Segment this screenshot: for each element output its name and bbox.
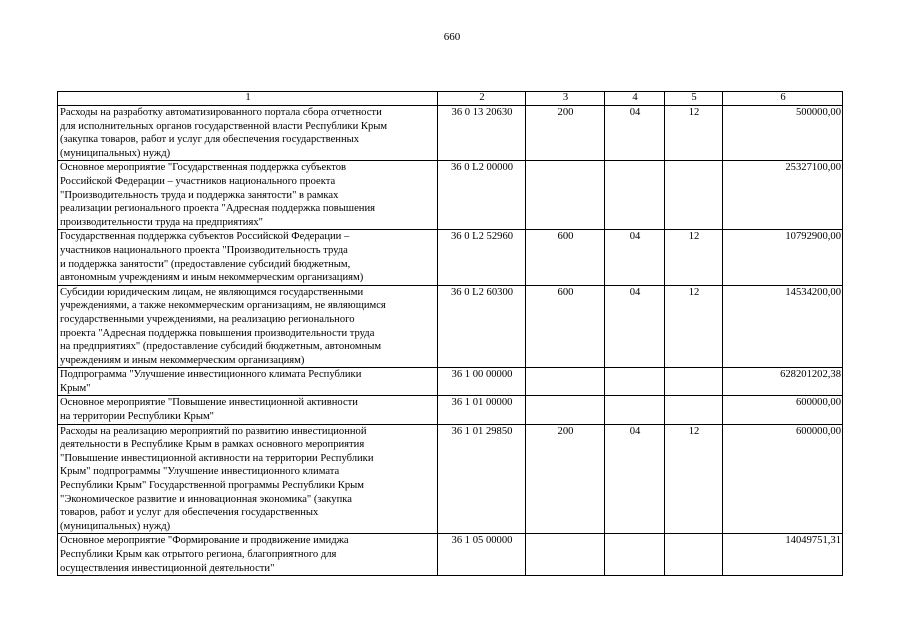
column-header-4: 4	[605, 92, 665, 106]
column-number-row	[58, 92, 843, 106]
row-target-code: 36 0 L2 00000	[438, 161, 526, 230]
budget-table	[57, 91, 843, 576]
table-row	[58, 424, 843, 534]
row-section	[605, 161, 665, 230]
row-target-code: 36 1 01 29850	[438, 424, 526, 534]
row-expense-type	[526, 534, 605, 576]
row-section: 04	[605, 230, 665, 285]
row-section: 04	[605, 424, 665, 534]
row-expense-type	[526, 368, 605, 396]
row-description: Подпрограмма "Улучшение инвестиционного климата Республики Крым"	[58, 368, 438, 396]
row-amount: 14049751,31	[723, 534, 843, 576]
row-description: Государственная поддержка субъектов Российской Федерации – участников национального проекта "Производительность труда и поддержка занятости" (предоставление субсидий бюджетным, автономным учреждениям и иным некоммерческим организациям)	[58, 230, 438, 285]
row-target-code: 36 0 13 20630	[438, 106, 526, 161]
row-expense-type	[526, 396, 605, 424]
table-row	[58, 534, 843, 576]
row-expense-type: 600	[526, 230, 605, 285]
table-row	[58, 285, 843, 368]
row-expense-type: 200	[526, 106, 605, 161]
row-section	[605, 534, 665, 576]
row-subsection: 12	[665, 424, 723, 534]
row-description: Основное мероприятие "Государственная поддержка субъектов Российской Федерации – участников национального проекта "Производительность труда и поддержка занятости" в рамках реализации регионального проекта "Адресная поддержка повышения производительности труда на предприятиях"	[58, 161, 438, 230]
row-section: 04	[605, 106, 665, 161]
column-header-5: 5	[665, 92, 723, 106]
row-target-code: 36 1 05 00000	[438, 534, 526, 576]
table-row	[58, 230, 843, 285]
row-amount: 600000,00	[723, 396, 843, 424]
table-row	[58, 396, 843, 424]
row-target-code: 36 0 L2 60300	[438, 285, 526, 368]
column-header-2: 2	[438, 92, 526, 106]
row-description: Основное мероприятие "Формирование и продвижение имиджа Республики Крым как отрытого региона, благоприятного для осуществления инвестиционной деятельности"	[58, 534, 438, 576]
row-expense-type: 600	[526, 285, 605, 368]
row-amount: 10792900,00	[723, 230, 843, 285]
row-target-code: 36 1 00 00000	[438, 368, 526, 396]
row-subsection	[665, 396, 723, 424]
row-description: Основное мероприятие "Повышение инвестиционной активности на территории Республики Крым"	[58, 396, 438, 424]
table-row	[58, 161, 843, 230]
row-amount: 500000,00	[723, 106, 843, 161]
column-header-3: 3	[526, 92, 605, 106]
row-section: 04	[605, 285, 665, 368]
row-subsection: 12	[665, 106, 723, 161]
row-target-code: 36 0 L2 52960	[438, 230, 526, 285]
row-amount: 14534200,00	[723, 285, 843, 368]
row-amount: 600000,00	[723, 424, 843, 534]
row-section	[605, 396, 665, 424]
row-description: Расходы на разработку автоматизированного портала сбора отчетности для исполнительных органов государственной власти Республики Крым (закупка товаров, работ и услуг для обеспечения государственных (муниципальных) нужд)	[58, 106, 438, 161]
table-row	[58, 106, 843, 161]
row-description: Субсидии юридическим лицам, не являющимся государственными учреждениями, а также некоммерческим организациям, не являющимся государственными учреждениями, на реализацию регионального проекта "Адресная поддержка повышения производительности труда на предприятиях" (предоставление субсидий бюджетным, автономным учреждениям и иным некоммерческим организациям)	[58, 285, 438, 368]
row-subsection: 12	[665, 230, 723, 285]
row-section	[605, 368, 665, 396]
row-subsection: 12	[665, 285, 723, 368]
row-target-code: 36 1 01 00000	[438, 396, 526, 424]
row-subsection	[665, 368, 723, 396]
row-expense-type	[526, 161, 605, 230]
page-number: 660	[443, 31, 461, 43]
row-amount: 25327100,00	[723, 161, 843, 230]
row-description: Расходы на реализацию мероприятий по развитию инвестиционной деятельности в Республике Крым в рамках основного мероприятия "Повышение инвестиционной активности на территории Республики Крым" подпрограммы "Улучшение инвестиционного климата Республики Крым" Государственной программы Республики Крым "Экономическое развитие и инновационная экономика" (закупка товаров, работ и услуг для обеспечения государственных (муниципальных) нужд)	[58, 424, 438, 534]
row-amount: 628201202,38	[723, 368, 843, 396]
column-header-1: 1	[58, 92, 438, 106]
row-subsection	[665, 534, 723, 576]
row-subsection	[665, 161, 723, 230]
column-header-6: 6	[723, 92, 843, 106]
row-expense-type: 200	[526, 424, 605, 534]
table-row	[58, 368, 843, 396]
